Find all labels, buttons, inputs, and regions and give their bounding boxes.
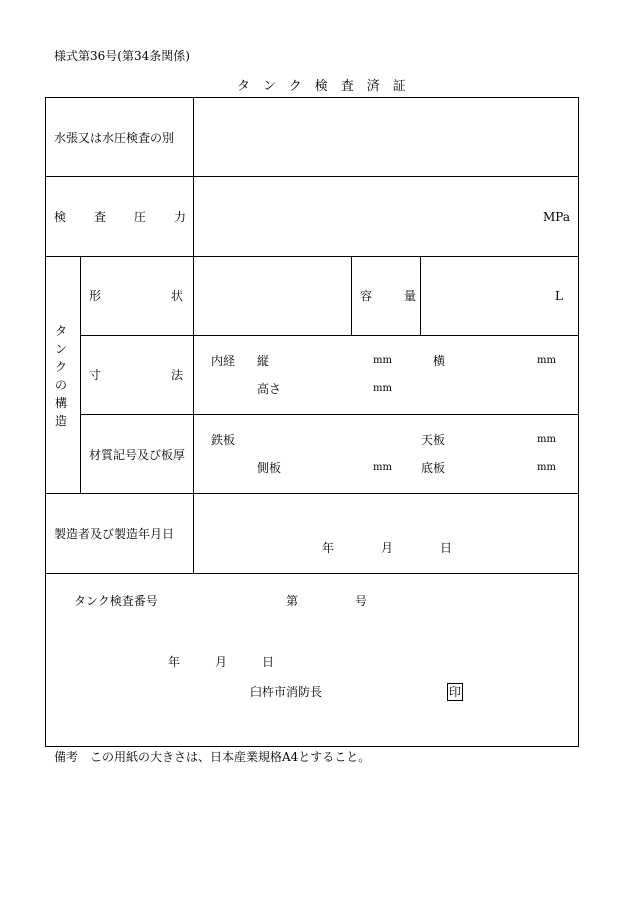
issue-year: 年 — [168, 655, 181, 669]
number-suffix: 号 — [355, 594, 368, 608]
top-plate-label: 天板 — [421, 433, 446, 447]
issuing-authority: 臼杵市消防長 — [250, 685, 323, 699]
side-plate-unit: mm — [373, 462, 392, 473]
pressure-label: 検査圧力 — [54, 210, 215, 224]
issue-month: 月 — [215, 655, 228, 669]
manufacture-month: 月 — [381, 541, 394, 555]
form-number: 様式第36号(第34条関係) — [54, 49, 190, 63]
material-label: 材質記号及び板厚 — [89, 448, 186, 462]
height-unit: mm — [373, 383, 392, 394]
bottom-plate-label: 底板 — [421, 461, 446, 475]
capacity-label: 容量 — [360, 289, 449, 303]
inspection-number-label: タンク検査番号 — [74, 594, 158, 608]
test-type-label: 水張又は水圧検査の別 — [54, 131, 175, 145]
manufacturer-label: 製造者及び製造年月日 — [54, 527, 175, 541]
vertical-unit: mm — [373, 355, 392, 366]
top-plate-unit: mm — [537, 434, 556, 445]
bottom-plate-unit: mm — [537, 462, 556, 473]
dimension-label: 寸法 — [89, 368, 254, 382]
pressure-unit: MPa — [543, 210, 570, 224]
height-label: 高さ — [257, 382, 282, 396]
capacity-unit: L — [555, 289, 563, 303]
issue-day: 日 — [262, 655, 275, 669]
number-prefix: 第 — [286, 594, 299, 608]
shape-label: 形状 — [89, 289, 254, 303]
vertical-label: 縦 — [257, 354, 270, 368]
note-text: 備考 この用紙の大きさは、日本産業規格A4とすること。 — [54, 750, 371, 764]
horizontal-unit: mm — [537, 355, 556, 366]
horizontal-label: 横 — [433, 354, 446, 368]
manufacture-day: 日 — [440, 541, 453, 555]
page-title: タンク検査済証 — [237, 79, 419, 94]
inner-diameter-label: 内経 — [211, 354, 236, 368]
side-plate-label: 側板 — [257, 461, 282, 475]
seal-mark: 印 — [449, 685, 462, 699]
manufacture-year: 年 — [322, 541, 335, 555]
structure-label: タンクの構造 — [54, 324, 67, 428]
steel-plate-label: 鉄板 — [211, 433, 236, 447]
